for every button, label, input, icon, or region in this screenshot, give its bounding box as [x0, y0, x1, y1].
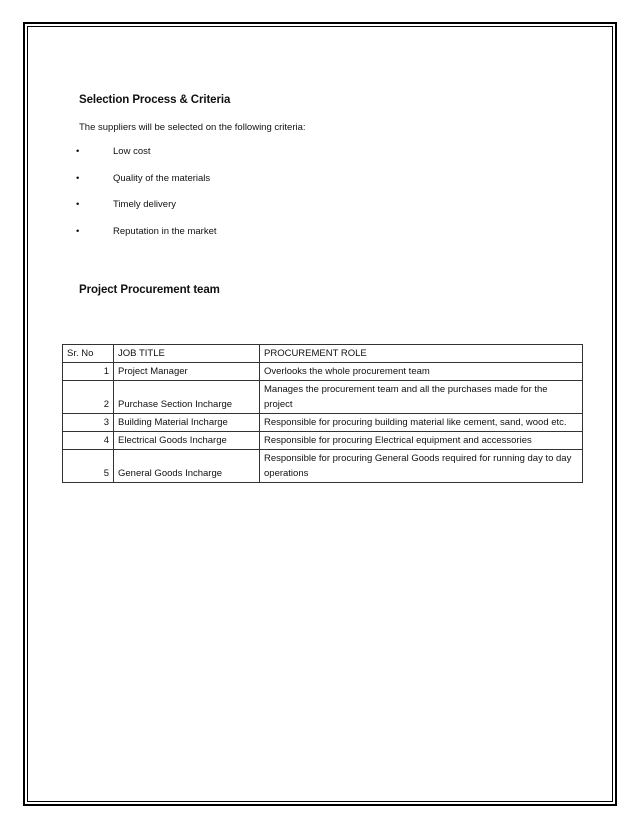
cell-job-title: Electrical Goods Incharge — [114, 432, 260, 450]
criteria-list — [76, 146, 217, 252]
cell-sr-no: 2 — [63, 381, 114, 414]
list-item — [76, 173, 217, 200]
list-item — [76, 146, 217, 173]
list-item-label: Low cost — [113, 146, 151, 157]
cell-job-title: General Goods Incharge — [114, 450, 260, 483]
column-header-job-title: JOB TITLE — [114, 345, 260, 363]
table-header-row — [63, 345, 583, 363]
bullet-icon: • — [76, 146, 80, 157]
cell-sr-no: 3 — [63, 414, 114, 432]
list-item-label: Timely delivery — [113, 199, 176, 210]
bullet-icon: • — [76, 199, 80, 210]
cell-procurement-role: Manages the procurement team and all the purchases made for the project — [260, 381, 583, 414]
cell-procurement-role: Responsible for procuring building material like cement, sand, wood etc. — [260, 414, 583, 432]
cell-job-title: Project Manager — [114, 363, 260, 381]
table-row — [63, 432, 583, 450]
cell-sr-no: 4 — [63, 432, 114, 450]
cell-procurement-role: Responsible for procuring Electrical equipment and accessories — [260, 432, 583, 450]
column-header-sr-no: Sr. No — [63, 345, 114, 363]
list-item — [76, 226, 217, 253]
cell-sr-no: 1 — [63, 363, 114, 381]
table-row — [63, 450, 583, 483]
bullet-icon: • — [76, 172, 80, 184]
cell-job-title: Building Material Incharge — [114, 414, 260, 432]
table-row — [63, 381, 583, 414]
section-heading-procurement-team: Project Procurement team — [79, 284, 220, 296]
cell-job-title: Purchase Section Incharge — [114, 381, 260, 414]
intro-text: The suppliers will be selected on the following criteria: — [79, 122, 306, 133]
procurement-table — [62, 344, 583, 483]
list-item-label: Quality of the materials — [113, 172, 211, 184]
cell-sr-no: 5 — [63, 450, 114, 483]
table-row — [63, 363, 583, 381]
bullet-icon: • — [76, 225, 80, 237]
cell-procurement-role: Responsible for procuring General Goods required for running day to day operations — [260, 450, 583, 483]
list-item-label: Reputation in the market — [113, 225, 217, 237]
section-heading-selection: Selection Process & Criteria — [79, 94, 231, 106]
list-item — [76, 199, 217, 226]
table-row — [63, 414, 583, 432]
column-header-procurement-role: PROCUREMENT ROLE — [260, 345, 583, 363]
cell-procurement-role: Overlooks the whole procurement team — [260, 363, 583, 381]
